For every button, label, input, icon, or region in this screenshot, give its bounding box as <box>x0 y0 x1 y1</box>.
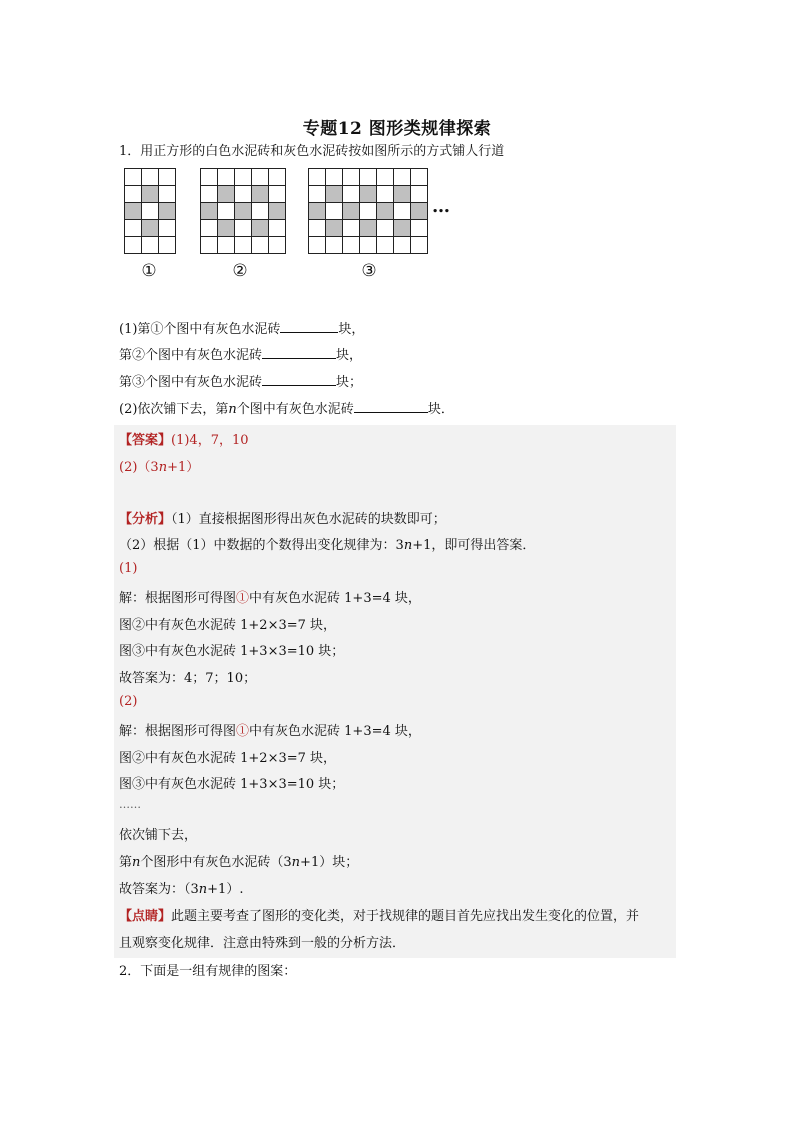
white-tile <box>410 236 428 254</box>
white-tile <box>158 236 176 254</box>
white-tile <box>158 168 176 186</box>
gray-tile <box>308 202 326 220</box>
answer-blank <box>262 373 336 386</box>
tile-figure-2 <box>200 168 286 254</box>
white-tile <box>325 236 343 254</box>
solution-1-line-4: 故答案为：4；7；10； <box>119 671 257 686</box>
question-2-stem: 2．下面是一组有规律的图案： <box>119 964 297 979</box>
figure-label-2: ② <box>232 261 248 281</box>
solution-2-line-6: 第n个图形中有灰色水泥砖（3n+1）块； <box>119 855 359 870</box>
white-tile <box>141 236 159 254</box>
gray-tile <box>359 219 377 237</box>
solution-2-line-2: 图②中有灰色水泥砖 1+2×3=7 块， <box>119 751 337 766</box>
gray-tile <box>217 219 235 237</box>
analysis-line-1: 【分析】（1）直接根据图形得出灰色水泥砖的块数即可； <box>119 512 446 527</box>
white-tile <box>393 168 411 186</box>
white-tile <box>124 185 142 203</box>
white-tile <box>376 185 394 203</box>
white-tile <box>141 202 159 220</box>
white-tile <box>342 236 360 254</box>
white-tile <box>325 168 343 186</box>
white-tile <box>325 202 343 220</box>
tile-figure-1 <box>124 168 176 254</box>
solution-2-line-5: 依次铺下去， <box>119 828 198 843</box>
solution-part-2-label: (2) <box>119 694 138 709</box>
question-1-part-1: (1)第①个图中有灰色水泥砖 块， <box>119 322 365 337</box>
question-1-part-4: (2)依次铺下去，第n个图中有灰色水泥砖 块． <box>119 402 454 417</box>
gray-tile <box>342 202 360 220</box>
white-tile <box>393 202 411 220</box>
tile-figure-3 <box>308 168 428 254</box>
white-tile <box>393 236 411 254</box>
solution-2-line-1: 解：根据图形可得图①中有灰色水泥砖 1+3=4 块， <box>119 724 421 739</box>
white-tile <box>268 168 286 186</box>
white-tile <box>200 236 218 254</box>
white-tile <box>359 236 377 254</box>
white-tile <box>251 202 269 220</box>
solution-1-line-1: 解：根据图形可得图①中有灰色水泥砖 1+3=4 块， <box>119 591 421 606</box>
white-tile <box>251 168 269 186</box>
white-tile <box>342 219 360 237</box>
white-tile <box>308 185 326 203</box>
white-tile <box>268 185 286 203</box>
gray-tile <box>141 185 159 203</box>
continuation-ellipsis: … <box>432 196 451 217</box>
gray-tile <box>251 185 269 203</box>
gray-tile <box>325 185 343 203</box>
white-tile <box>158 219 176 237</box>
question-1-part-2: 第②个图中有灰色水泥砖 块， <box>119 348 363 363</box>
white-tile <box>359 202 377 220</box>
solution-part-1-label: (1) <box>119 561 138 576</box>
white-tile <box>376 236 394 254</box>
white-tile <box>124 219 142 237</box>
white-tile <box>410 185 428 203</box>
white-tile <box>141 168 159 186</box>
question-1-part-3: 第③个图中有灰色水泥砖 块； <box>119 375 363 390</box>
question-1-stem: 1．用正方形的白色水泥砖和灰色水泥砖按如图所示的方式铺人行道 <box>119 144 505 159</box>
white-tile <box>234 219 252 237</box>
white-tile <box>308 168 326 186</box>
answer-blank <box>354 400 428 413</box>
comment-line-2: 且观察变化规律．注意由特殊到一般的分析方法． <box>119 936 406 951</box>
white-tile <box>342 168 360 186</box>
white-tile <box>124 236 142 254</box>
white-tile <box>217 168 235 186</box>
white-tile <box>359 168 377 186</box>
gray-tile <box>410 202 428 220</box>
gray-tile <box>359 185 377 203</box>
solution-1-line-3: 图③中有灰色水泥砖 1+3×3=10 块； <box>119 644 345 659</box>
answer-blank <box>262 346 336 359</box>
gray-tile <box>393 219 411 237</box>
white-tile <box>217 202 235 220</box>
analysis-line-2: （2）根据（1）中数据的个数得出变化规律为：3n+1，即可得出答案． <box>119 538 536 553</box>
white-tile <box>376 219 394 237</box>
white-tile <box>217 236 235 254</box>
white-tile <box>234 185 252 203</box>
white-tile <box>308 219 326 237</box>
white-tile <box>268 236 286 254</box>
figure-label-3: ③ <box>361 261 377 281</box>
solution-2-line-7: 故答案为：（3n+1）. <box>119 882 244 897</box>
white-tile <box>124 168 142 186</box>
gray-tile <box>141 219 159 237</box>
solution-2-line-3: 图③中有灰色水泥砖 1+3×3=10 块； <box>119 777 345 792</box>
white-tile <box>200 219 218 237</box>
white-tile <box>268 219 286 237</box>
gray-tile <box>158 202 176 220</box>
gray-tile <box>200 202 218 220</box>
white-tile <box>234 168 252 186</box>
solution-2-line-4: …… <box>119 798 141 811</box>
gray-tile <box>217 185 235 203</box>
white-tile <box>158 185 176 203</box>
white-tile <box>200 168 218 186</box>
white-tile <box>200 185 218 203</box>
white-tile <box>376 168 394 186</box>
solution-1-line-2: 图②中有灰色水泥砖 1+2×3=7 块， <box>119 618 337 633</box>
white-tile <box>410 219 428 237</box>
gray-tile <box>268 202 286 220</box>
comment-line-1: 【点睛】此题主要考查了图形的变化类，对于找规律的题目首先应找出发生变化的位置，并 <box>119 909 640 924</box>
page-title: 专题12 图形类规律探索 <box>302 119 492 139</box>
white-tile <box>308 236 326 254</box>
white-tile <box>234 236 252 254</box>
answer-line: 【答案】(1)4，7，10 <box>119 433 249 448</box>
gray-tile <box>393 185 411 203</box>
figure-label-1: ① <box>141 261 157 281</box>
gray-tile <box>234 202 252 220</box>
answer-line-2: (2)（3n+1） <box>119 460 200 475</box>
gray-tile <box>325 219 343 237</box>
white-tile <box>410 168 428 186</box>
white-tile <box>251 236 269 254</box>
gray-tile <box>124 202 142 220</box>
white-tile <box>342 185 360 203</box>
gray-tile <box>376 202 394 220</box>
gray-tile <box>251 219 269 237</box>
answer-blank <box>280 320 338 333</box>
